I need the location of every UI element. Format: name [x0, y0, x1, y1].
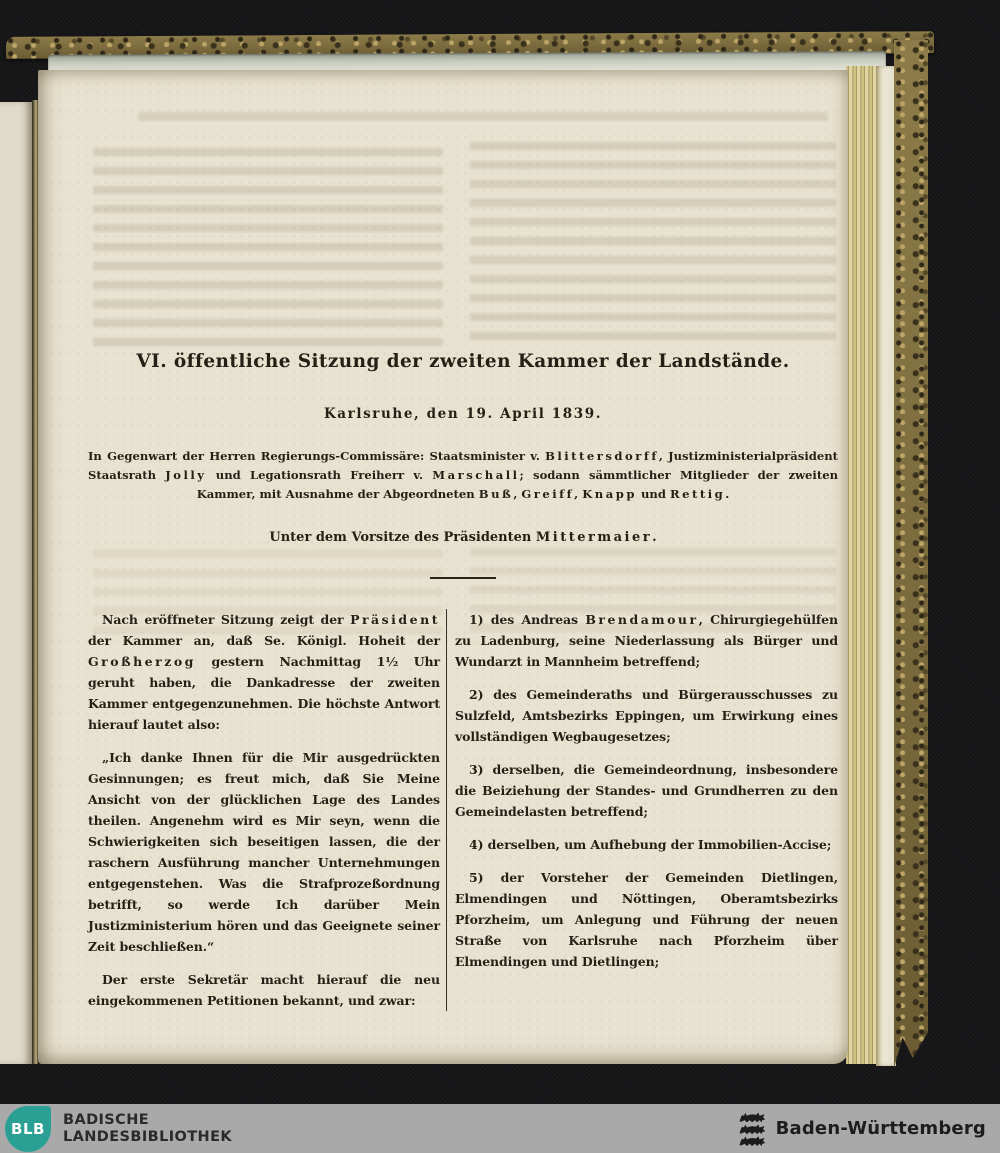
dateline: Karlsruhe, den 19. April 1839.	[323, 406, 603, 422]
paragraph	[455, 609, 838, 672]
text-run: ,	[574, 487, 583, 501]
paragraph	[88, 609, 440, 735]
emphasized-name: Marschall	[432, 468, 520, 482]
blb-logo-text: BLB	[11, 1119, 45, 1138]
emphasized-name: Greiff	[521, 487, 575, 501]
text-run: 4) derselben, um Aufhebung der Immobilien-Accise;	[469, 837, 832, 852]
book-page	[38, 70, 848, 1064]
left-column	[88, 609, 440, 1011]
paragraph	[88, 747, 440, 957]
presence-note	[88, 447, 838, 504]
text-columns	[88, 609, 838, 1011]
text-run: 2) des Gemeinderaths und Bürgerausschusses zu Sulzfeld, Amtsbezirks Eppingen, um Erwirkung eines vollständigen Wegbaugesetzes;	[455, 687, 838, 744]
text-run: „Ich danke Ihnen für die Mir ausgedrückten Gesinnungen; es freut mich, daß Sie Meine Ansicht von der glücklichen Lage des Landes theilen. Angenehm wird es Mir seyn, wenn die Schwierigkeiten sich beseitigen lassen, die der raschern Ausführung mancher Unternehmungen entgegenstehen. Was die Strafprozeßordnung betrifft, so werde Ich darüber Mein Justizministerium hören und das Geeignete seiner Zeit beschließen.“	[88, 750, 440, 954]
blb-logo	[5, 1106, 51, 1152]
text-run: 3) derselben, die Gemeindeordnung, insbesondere die Beiziehung der Standes- und Grundherren zu den Gemeindelasten betreffend;	[455, 762, 838, 819]
text-run: 5) der Vorsteher der Gemeinden Dietlingen, Elmendingen und Nöttingen, Oberamtsbezirks Pforzheim, um Anlegung und Führung der neuen Straße von Karlsruhe nach Pforzheim über Elmendingen und Dietlingen;	[455, 870, 838, 969]
chair-note	[88, 530, 838, 545]
paragraph	[88, 969, 440, 1011]
section-divider-rule	[430, 577, 496, 579]
paragraph	[455, 867, 838, 972]
paragraph	[455, 684, 838, 747]
text-run: Nach eröffneter Sitzung zeigt der	[102, 612, 351, 627]
emphasized-name: Mittermaier	[535, 530, 653, 545]
text-run: 1) des Andreas	[469, 612, 586, 627]
text-run: In Gegenwart der Herren Regierungs-Commissäre: Staatsminister v.	[88, 449, 546, 463]
text-run: , Chirurgiegehülfen zu Ladenburg, seine Niederlassung als Bürger und Wundarzt in Mannheim betreffend;	[455, 612, 838, 669]
text-run: , Justizministerialpräsident Staatsrath	[88, 449, 838, 482]
marbled-cover-right-edge	[894, 40, 928, 1068]
library-name	[63, 1112, 232, 1145]
library-name-line2: LANDESBIBLIOTHEK	[63, 1128, 233, 1145]
column-divider	[446, 609, 447, 1011]
emphasized-name: Buß	[478, 487, 514, 501]
text-run: der Kammer an, daß Se. Königl. Hoheit der	[88, 633, 440, 648]
text-run: gestern Nachmittag 1½ Uhr geruht haben, die Dankadresse der zweiten Kammer entgegenzunehmen. Die höchste Antwort hierauf lautet also:	[88, 654, 440, 732]
page-content	[88, 70, 838, 1011]
text-run: und Legationsrath Freiherr v.	[206, 468, 433, 482]
emphasized-name: Knapp	[582, 487, 637, 501]
library-name-line1: BADISCHE	[63, 1112, 150, 1128]
viewer-footer	[0, 1104, 1000, 1153]
right-column	[455, 609, 838, 1011]
state-wordmark: Baden-Württemberg	[775, 1118, 986, 1139]
paragraph	[455, 834, 838, 855]
emphasized-name: Jolly	[165, 468, 207, 482]
state-branding	[738, 1112, 986, 1146]
session-heading: VI. öffentliche Sitzung der zweiten Kammer der Landstände.	[136, 351, 790, 372]
emphasized-name: Rettig	[670, 487, 726, 501]
text-run: Unter dem Vorsitze des Präsidenten	[269, 530, 536, 545]
text-run: ; sodann sämmtlicher Mitglieder der zweiten Kammer, mit Ausnahme der Abgeordneten	[196, 468, 839, 501]
emphasized-name: Großherzog	[88, 654, 196, 669]
fore-edge-highlight	[876, 66, 896, 1066]
emphasized-name: Präsident	[350, 612, 440, 627]
emphasized-name: Brendamour	[585, 612, 699, 627]
emphasized-name: Blittersdorff	[545, 449, 659, 463]
coat-of-arms-icon	[738, 1112, 766, 1146]
text-run: Der erste Sekretär macht hierauf die neu eingekommenen Petitionen bekannt, und zwar:	[88, 972, 440, 1008]
library-branding	[5, 1106, 232, 1152]
text-run: .	[725, 487, 730, 501]
facing-page-sliver	[0, 102, 32, 1064]
text-run: und	[636, 487, 671, 501]
text-run: ,	[513, 487, 522, 501]
text-run: .	[652, 530, 657, 545]
paragraph	[455, 759, 838, 822]
